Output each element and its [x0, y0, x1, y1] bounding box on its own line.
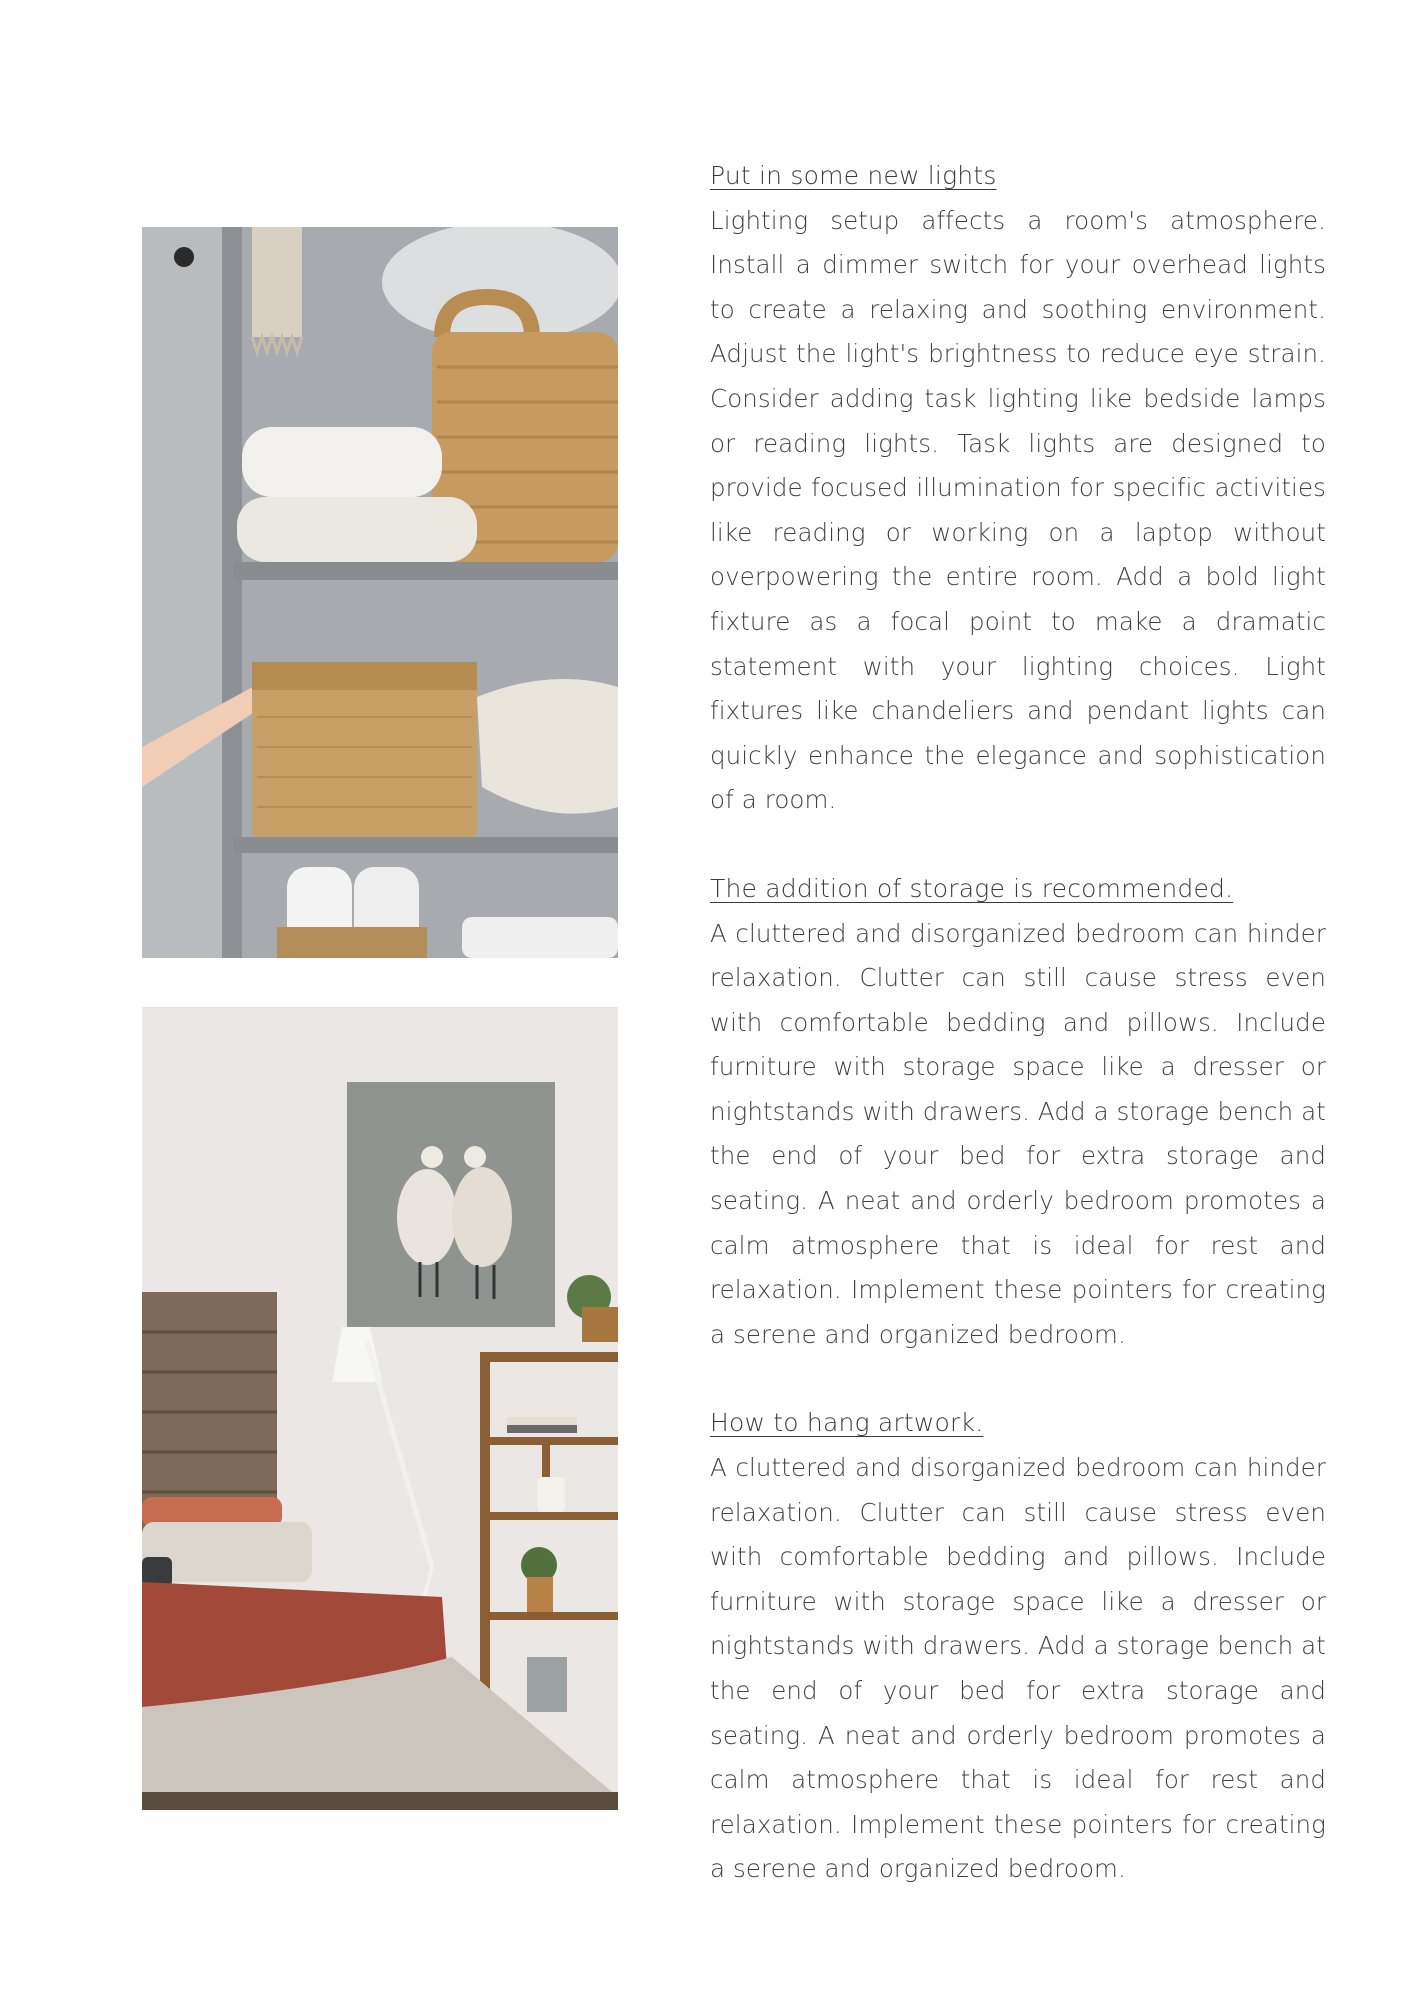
section-heading-lights: Put in some new lights [710, 161, 997, 190]
section-artwork [710, 1401, 1326, 1892]
section-body-storage: A cluttered and disorganized bedroom can hinder relaxation. Clutter can still cause stress even with comfortable bedding and pillows. Include furniture with storage space like a dresser or nightstands with drawers. Add a storage bench at the end of your bed for extra storage and seating. A neat and orderly bedroom promotes a calm atmosphere that is ideal for rest and relaxation. Implement these pointers for creating a serene and organized bedroom. [710, 918, 1326, 1349]
photo-bedroom-with-goose-painting [142, 1007, 618, 1810]
section-heading-storage: The addition of storage is recommended. [710, 873, 1234, 903]
photo-linen-closet-shelves [142, 227, 618, 958]
bedroom-illustration [142, 1007, 618, 1810]
section-storage [710, 867, 1326, 1358]
section-lights [710, 154, 1326, 823]
article-text-column [710, 154, 1326, 1936]
section-body-artwork: A cluttered and disorganized bedroom can hinder relaxation. Clutter can still cause stress even with comfortable bedding and pillows. Include furniture with storage space like a dresser or nightstands with drawers. Add a storage bench at the end of your bed for extra storage and seating. A neat and orderly bedroom promotes a calm atmosphere that is ideal for rest and relaxation. Implement these pointers for creating a serene and organized bedroom. [710, 1453, 1326, 1884]
section-heading-artwork: How to hang artwork. [710, 1408, 984, 1438]
door-knob-icon [174, 247, 194, 267]
shelves-illustration [142, 227, 618, 958]
section-body-lights: Lighting setup affects a room's atmosphere. Install a dimmer switch for your overhead lights to create a relaxing and soothing environment. Adjust the light's brightness to reduce eye strain. Consider adding task lighting like bedside lamps or reading lights. Task lights are designed to provide focused illumination for specific activities like reading or working on a laptop without overpowering the entire room. Add a bold light fixture as a focal point to make a dramatic statement with your lighting choices. Light fixtures like chandeliers and pendant lights can quickly enhance the elegance and sophistication of a room. [710, 205, 1326, 815]
